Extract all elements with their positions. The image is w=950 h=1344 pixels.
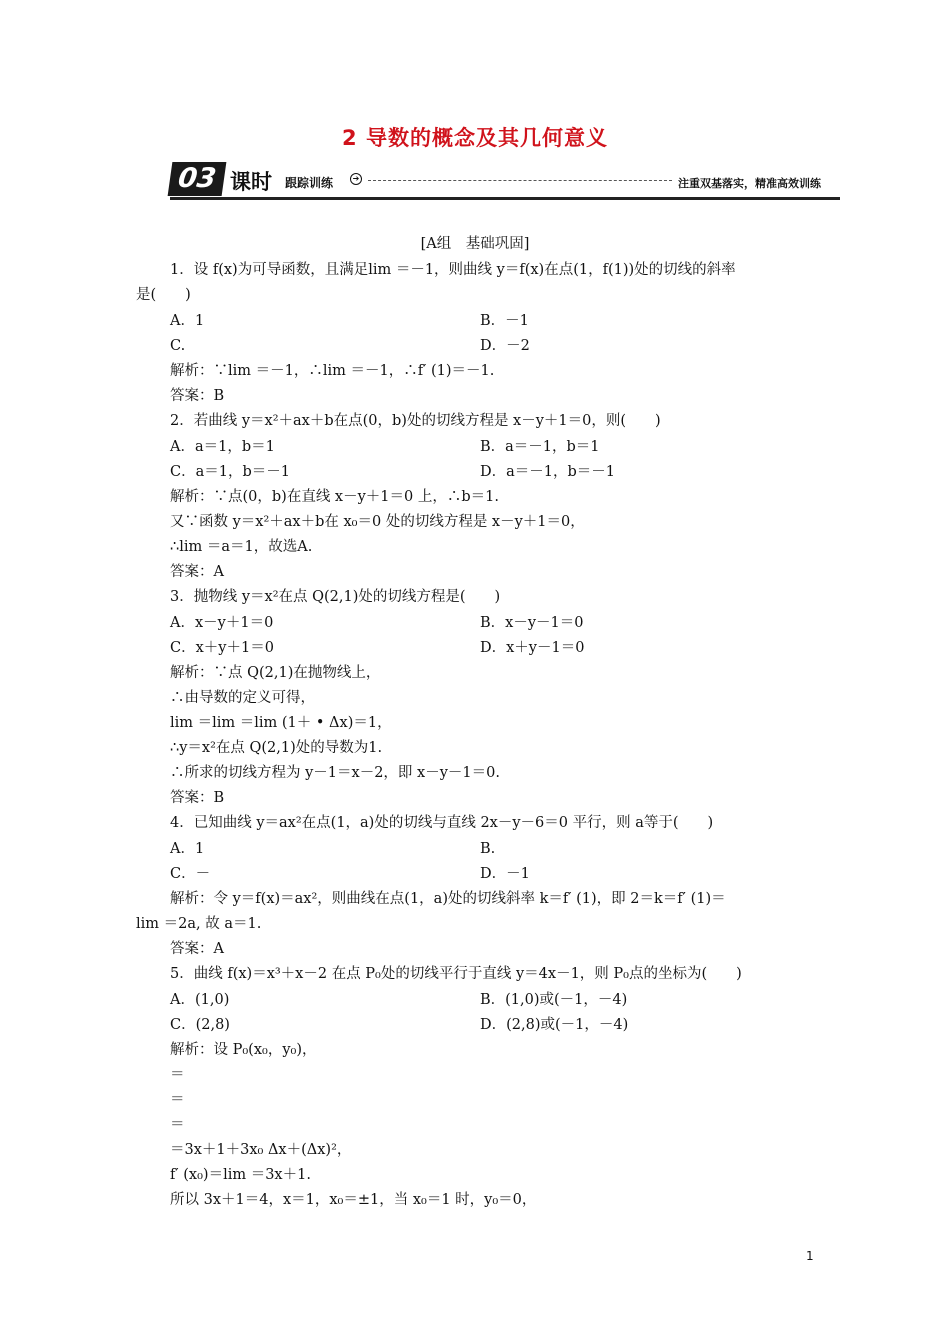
q4-solution-2: lim ＝2a, 故 a＝1.	[136, 916, 262, 932]
q5-solution-4: ＝	[170, 1117, 185, 1133]
q2-option-d: D．a＝－1，b＝－1	[480, 464, 616, 480]
q3-option-b: B．x－y－1＝0	[480, 615, 584, 631]
question-1-stem: 1．设 f(x)为可导函数，且满足lim ＝－1，则曲线 y＝f(x)在点(1，f(1))处的切线的斜率	[170, 262, 736, 278]
q3-solution-4: ∴y＝x²在点 Q(2,1)处的导数为1.	[170, 740, 383, 756]
q1-option-d: D．－2	[480, 338, 530, 354]
lesson-banner	[170, 160, 840, 200]
q2-option-a: A．a＝1，b＝1	[170, 439, 275, 455]
page-number: 1	[806, 1249, 814, 1263]
lesson-label: 课时	[230, 170, 272, 194]
q3-solution-1: 解析：∵点 Q(2,1)在抛物线上，	[170, 665, 381, 681]
question-3-stem: 3．抛物线 y＝x²在点 Q(2,1)处的切线方程是( )	[170, 589, 501, 605]
q3-answer: 答案：B	[170, 790, 225, 806]
q2-solution-1: 解析：∵点(0，b)在直线 x－y＋1＝0 上，∴b＝1.	[170, 489, 499, 505]
q5-solution-6: f′ (x₀)＝lim ＝3x＋1.	[170, 1167, 311, 1183]
arrow-right-icon: ➔	[350, 173, 362, 185]
q3-solution-5: ∴所求的切线方程为 y－1＝x－2，即 x－y－1＝0.	[170, 765, 500, 781]
page-title: 2 导数的概念及其几何意义	[342, 126, 608, 150]
q5-option-c: C．(2,8)	[170, 1017, 230, 1033]
q4-option-a: A．1	[170, 841, 205, 857]
q1-option-c: C.	[170, 338, 186, 354]
q2-option-c: C．a＝1，b＝－1	[170, 464, 290, 480]
q2-option-b: B．a＝－1，b＝1	[480, 439, 600, 455]
question-1-stem-cont: 是( )	[136, 287, 191, 303]
dashed-divider	[368, 180, 672, 181]
q3-option-d: D．x＋y－1＝0	[480, 640, 585, 656]
q5-option-b: B．(1,0)或(－1，－4)	[480, 992, 628, 1008]
lesson-number-badge: 03	[168, 162, 227, 196]
q2-solution-3: ∴lim ＝a＝1，故选A.	[170, 539, 313, 555]
q1-solution: 解析：∵lim ＝－1，∴lim ＝－1，∴f′ (1)＝－1.	[170, 363, 495, 379]
q2-answer: 答案：A	[170, 564, 224, 580]
q5-option-a: A．(1,0)	[170, 992, 230, 1008]
q4-answer: 答案：A	[170, 941, 224, 957]
q5-solution-5: ＝3x＋1＋3x₀ Δx＋(Δx)²，	[170, 1142, 352, 1158]
q3-option-c: C．x＋y＋1＝0	[170, 640, 274, 656]
q4-solution-1: 解析：令 y＝f(x)＝ax²，则曲线在点(1，a)处的切线斜率 k＝f′ (1)，即 2＝k＝f′ (1)＝	[170, 891, 726, 907]
q1-option-b: B．－1	[480, 313, 529, 329]
question-4-stem: 4．已知曲线 y＝ax²在点(1，a)处的切线与直线 2x－y－6＝0 平行，则 a等于( )	[170, 815, 714, 831]
q4-option-d: D．－1	[480, 866, 530, 882]
q3-solution-2: ∴由导数的定义可得，	[170, 690, 315, 706]
q5-solution-1: 解析：设 P₀(x₀，y₀)，	[170, 1042, 317, 1058]
q1-answer: 答案：B	[170, 388, 225, 404]
q4-option-b: B.	[480, 841, 496, 857]
q5-solution-7: 所以 3x＋1＝4，x＝1，x₀＝±1，当 x₀＝1 时，y₀＝0，	[170, 1192, 537, 1208]
section-heading: [A组 基础巩固]	[420, 236, 530, 252]
q3-solution-3: lim ＝lim ＝lim (1＋ • Δx)＝1，	[170, 715, 392, 731]
question-2-stem: 2．若曲线 y＝x²＋ax＋b在点(0，b)处的切线方程是 x－y＋1＝0，则( )	[170, 413, 661, 429]
q5-solution-2: ＝	[170, 1067, 185, 1083]
q4-option-c: C．－	[170, 866, 211, 882]
banner-slogan: 注重双基落实，精准高效训练	[678, 177, 821, 190]
q1-option-a: A．1	[170, 313, 205, 329]
q3-option-a: A．x－y＋1＝0	[170, 615, 274, 631]
banner-rule	[170, 197, 840, 200]
track-label: 跟踪训练	[285, 176, 334, 190]
q5-solution-3: ＝	[170, 1092, 185, 1108]
question-5-stem: 5．曲线 f(x)＝x³＋x－2 在点 P₀处的切线平行于直线 y＝4x－1，则 P₀点的坐标为( )	[170, 966, 742, 982]
q5-option-d: D．(2,8)或(－1，－4)	[480, 1017, 629, 1033]
q2-solution-2: 又∵函数 y＝x²＋ax＋b在 x₀＝0 处的切线方程是 x－y＋1＝0，	[170, 514, 585, 530]
